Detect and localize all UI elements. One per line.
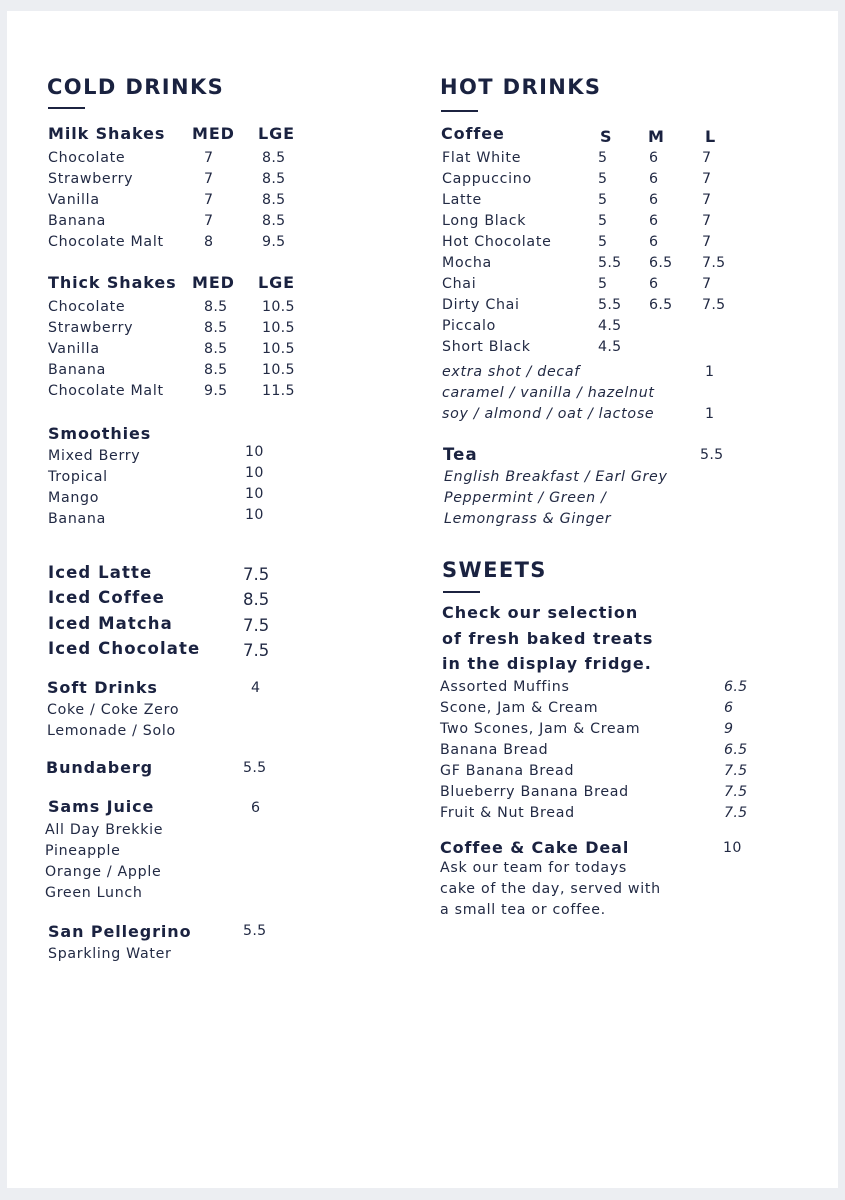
menu-item-price: 7.5 (702, 255, 726, 271)
menu-item-price: 10.5 (262, 362, 295, 378)
menu-item-price (705, 385, 714, 406)
menu-item-price: 1 (705, 406, 715, 422)
menu-item-name: Chocolate (48, 150, 126, 166)
menu-item-price: 8.5 (262, 171, 286, 187)
bundaberg-title: Bundaberg (46, 758, 153, 777)
menu-page (7, 11, 838, 1188)
sweets-intro-line: Check our selection (442, 603, 639, 622)
menu-item-desc: Lemongrass & Ginger (444, 511, 612, 527)
menu-item-price: 8.5 (262, 192, 286, 208)
menu-item-name: GF Banana Bread (440, 763, 575, 779)
menu-item-name: Piccalo (442, 318, 497, 334)
menu-item-price: 7.5 (724, 805, 748, 821)
menu-item-desc: Peppermint / Green / (444, 490, 607, 506)
menu-item-name: Flat White (442, 150, 522, 166)
menu-item-price: 5 (598, 192, 608, 208)
menu-item-price: 6.5 (649, 297, 673, 313)
menu-item-name: Two Scones, Jam & Cream (440, 721, 641, 737)
menu-item-desc: Green Lunch (45, 885, 143, 901)
menu-item-desc: Orange / Apple (45, 864, 162, 880)
menu-item-price: 1 (705, 364, 715, 380)
menu-item-extra: extra shot / decaf (442, 364, 580, 380)
menu-item-name: Assorted Muffins (440, 679, 570, 695)
menu-item-price: 6 (724, 700, 734, 716)
menu-item-price: 7 (702, 234, 712, 250)
milk-shakes-med-header: MED (192, 124, 235, 143)
menu-item-price: 6.5 (724, 679, 748, 695)
menu-item-name: Mocha (442, 255, 492, 271)
menu-item-price: 6 (649, 150, 659, 166)
menu-item-price: 8.5 (262, 213, 286, 229)
menu-item-price: 6 (649, 171, 659, 187)
menu-item-name: Iced Chocolate (48, 638, 201, 658)
san-pellegrino-title: San Pellegrino (48, 922, 192, 941)
thick-shakes-lge-header: LGE (258, 273, 295, 292)
menu-item-name: Chocolate Malt (48, 383, 164, 399)
menu-item-price: 7 (204, 192, 214, 208)
menu-item-price: 8.5 (204, 320, 228, 336)
menu-item-desc: Pineapple (45, 843, 121, 859)
hot-drinks-title: HOT DRINKS (440, 75, 602, 99)
milk-shakes-title: Milk Shakes (48, 124, 166, 143)
menu-item-price: 8.5 (243, 590, 270, 610)
menu-item-price: 9 (724, 721, 734, 737)
menu-item-desc: Lemonade / Solo (47, 723, 176, 739)
coffee-extras-prices (705, 364, 714, 427)
coffee-medium-header: M (648, 127, 665, 146)
menu-item-price: 7 (702, 171, 712, 187)
menu-item-price: 5.5 (598, 255, 622, 271)
menu-item-price: 8.5 (204, 362, 228, 378)
menu-item-name: Banana (48, 362, 106, 378)
milk-shakes-lge-prices (262, 150, 285, 255)
menu-item-price: 7 (204, 171, 214, 187)
menu-item-name: Mixed Berry (48, 448, 141, 464)
coffee-cake-deal-title: Coffee & Cake Deal (440, 838, 630, 857)
sams-juice-price: 6 (251, 800, 261, 816)
menu-item-name: Banana (48, 213, 106, 229)
smoothies-title: Smoothies (48, 424, 152, 443)
menu-item-price: 10 (245, 444, 264, 460)
menu-item-price: 6.5 (724, 742, 748, 758)
menu-item-name: Scone, Jam & Cream (440, 700, 599, 716)
thick-shakes-lge-prices (262, 299, 295, 404)
menu-item-price: 6 (649, 213, 659, 229)
milk-shakes-med-prices (204, 150, 213, 255)
milk-shakes-lge-header: LGE (258, 124, 295, 143)
sams-juice-lines (45, 822, 163, 906)
menu-item-price: 7 (702, 276, 712, 292)
milk-shakes-names (48, 150, 164, 255)
menu-item-price: 10.5 (262, 299, 295, 315)
menu-item-desc: cake of the day, served with (440, 881, 661, 897)
coffee-small-prices (598, 150, 621, 360)
sweets-prices (724, 679, 747, 826)
menu-item-price: 7.5 (702, 297, 726, 313)
coffee-names (442, 150, 552, 360)
menu-item-price: 9.5 (204, 383, 228, 399)
menu-item-price: 10.5 (262, 341, 295, 357)
menu-item-name: Chai (442, 276, 477, 292)
menu-item-price: 7.5 (724, 763, 748, 779)
coffee-large-header: L (705, 127, 717, 146)
menu-item-price: 5 (598, 276, 608, 292)
menu-item-price: 4.5 (598, 318, 622, 334)
sweets-title: SWEETS (442, 558, 547, 582)
menu-item-price: 10.5 (262, 320, 295, 336)
menu-item-name: Strawberry (48, 320, 134, 336)
soft-drinks-price: 4 (251, 680, 261, 696)
menu-item-name: Chocolate Malt (48, 234, 164, 250)
menu-item-name: Tropical (48, 469, 108, 485)
sams-juice-title: Sams Juice (48, 797, 155, 816)
menu-item-price: 8.5 (204, 341, 228, 357)
thick-shakes-title: Thick Shakes (48, 273, 177, 292)
menu-item-price: 6 (649, 276, 659, 292)
menu-item-price: 7.5 (243, 565, 270, 584)
menu-item-price: 6 (649, 234, 659, 250)
menu-item-name: Banana (48, 511, 106, 527)
menu-item-name: Dirty Chai (442, 297, 520, 313)
menu-item-name: Latte (442, 192, 482, 208)
menu-item-price: 11.5 (262, 383, 295, 399)
menu-item-name: Blueberry Banana Bread (440, 784, 629, 800)
soft-drinks-lines (47, 702, 179, 744)
menu-item-price: 7.5 (243, 640, 270, 660)
tea-lines (444, 469, 668, 532)
menu-item-price: 10 (245, 507, 264, 523)
menu-item-desc: All Day Brekkie (45, 822, 164, 838)
coffee-medium-prices (649, 150, 672, 318)
cold-drinks-title: COLD DRINKS (47, 75, 225, 99)
menu-item-price: 8.5 (262, 150, 286, 166)
menu-item-name: Iced Latte (48, 563, 153, 582)
thick-shakes-names (48, 299, 164, 404)
menu-item-price: 5 (598, 213, 608, 229)
coffee-small-header: S (600, 127, 613, 146)
tea-price: 5.5 (700, 447, 724, 463)
menu-item-name: Short Black (442, 339, 531, 355)
tea-title: Tea (443, 445, 478, 464)
menu-item-desc: Coke / Coke Zero (47, 702, 180, 718)
menu-item-price: 5 (598, 150, 608, 166)
menu-item-price: 5.5 (598, 297, 622, 313)
hot-drinks-underline (441, 110, 478, 112)
menu-item-desc: English Breakfast / Earl Grey (444, 469, 668, 485)
sweets-intro-line: in the display fridge. (442, 654, 652, 673)
iced-prices (243, 562, 269, 663)
menu-item-price: 7 (204, 150, 214, 166)
menu-item-desc: Ask our team for todays (440, 860, 628, 876)
menu-item-desc: a small tea or coffee. (440, 902, 606, 918)
menu-item-extra: soy / almond / oat / lactose (442, 406, 655, 422)
menu-item-price: 7 (702, 213, 712, 229)
menu-item-name: Iced Coffee (48, 588, 165, 608)
coffee-title: Coffee (441, 124, 505, 143)
sweets-names (440, 679, 640, 826)
menu-item-price: 7 (204, 213, 214, 229)
menu-item-name: Mango (48, 490, 100, 506)
smoothies-names (48, 448, 140, 532)
thick-shakes-med-header: MED (192, 273, 235, 292)
menu-item-name: Vanilla (48, 341, 100, 357)
menu-item-price: 7.5 (724, 784, 748, 800)
menu-item-price: 8.5 (204, 299, 228, 315)
smoothies-prices (245, 444, 264, 528)
soft-drinks-title: Soft Drinks (47, 678, 158, 697)
menu-item-name: Hot Chocolate (442, 234, 552, 250)
bundaberg-price: 5.5 (243, 760, 267, 776)
menu-item-price: 7 (702, 192, 712, 208)
san-pellegrino-desc: Sparkling Water (48, 946, 172, 962)
menu-item-name: Iced Matcha (48, 613, 173, 633)
coffee-large-prices (702, 150, 725, 318)
menu-item-name: Chocolate (48, 299, 126, 315)
coffee-cake-deal-price: 10 (723, 840, 742, 856)
menu-item-price: 5 (598, 171, 608, 187)
menu-item-name: Long Black (442, 213, 527, 229)
san-pellegrino-price: 5.5 (243, 923, 267, 939)
menu-item-name: Fruit & Nut Bread (440, 805, 575, 821)
menu-item-price: 6.5 (649, 255, 673, 271)
menu-item-name: Banana Bread (440, 742, 549, 758)
coffee-extras (442, 364, 655, 427)
menu-item-name: Strawberry (48, 171, 134, 187)
menu-item-price: 7 (702, 150, 712, 166)
thick-shakes-med-prices (204, 299, 227, 404)
menu-item-price: 8 (204, 234, 214, 250)
menu-item-price: 6 (649, 192, 659, 208)
sweets-underline (443, 591, 480, 593)
menu-item-price: 10 (245, 486, 264, 502)
coffee-cake-deal-lines (440, 860, 661, 923)
menu-item-name: Cappuccino (442, 171, 532, 187)
cold-drinks-underline (48, 107, 85, 109)
sweets-intro-line: of fresh baked treats (442, 628, 654, 648)
sweets-intro (442, 600, 702, 677)
iced-names (48, 560, 200, 661)
menu-item-price: 10 (245, 465, 264, 481)
menu-item-price: 4.5 (598, 339, 622, 355)
menu-item-extra: caramel / vanilla / hazelnut (442, 385, 655, 401)
menu-item-price: 9.5 (262, 234, 286, 250)
menu-item-price: 7.5 (243, 615, 270, 635)
menu-item-price: 5 (598, 234, 608, 250)
menu-item-name: Vanilla (48, 192, 100, 208)
